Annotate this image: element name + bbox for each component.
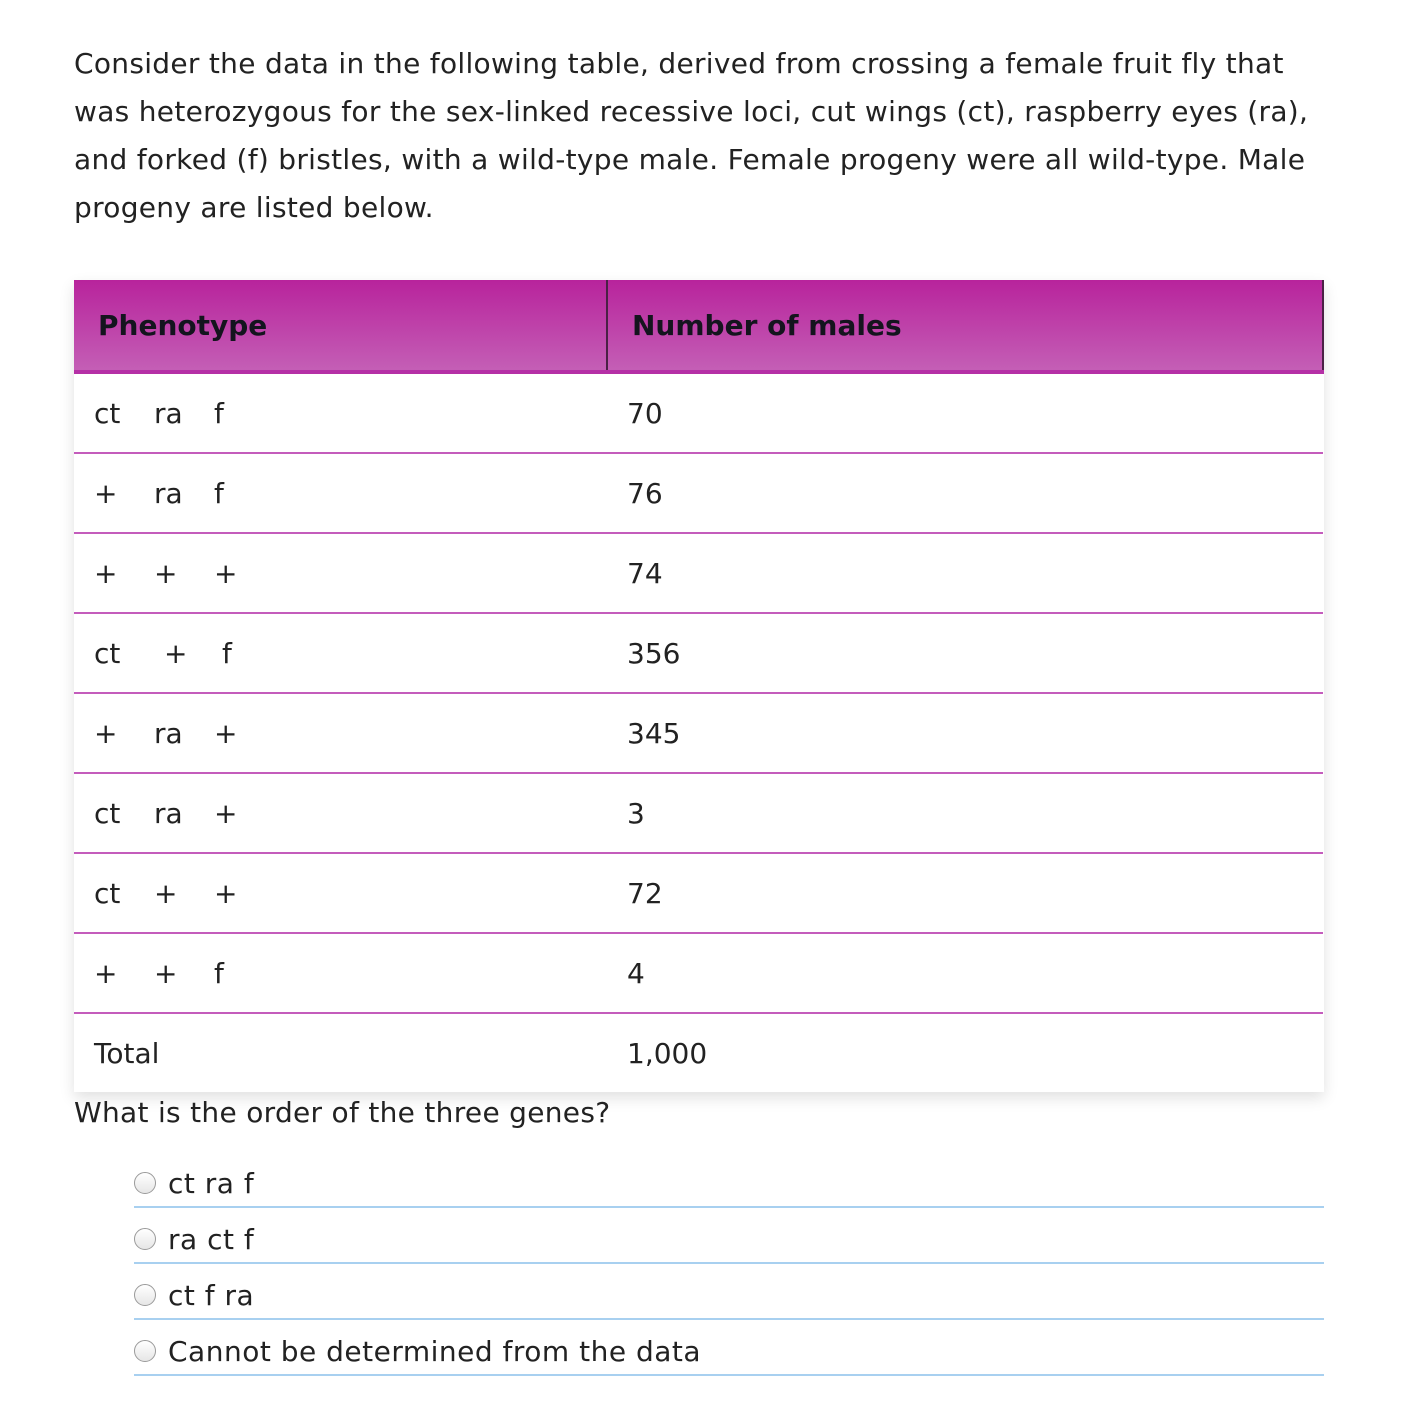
gene-2: ra — [154, 716, 183, 750]
answer-options — [134, 1152, 1324, 1376]
table-row — [74, 613, 1323, 693]
gene-1: + — [94, 476, 118, 510]
radio-button[interactable] — [134, 1172, 156, 1194]
gene-1: + — [94, 956, 118, 990]
gene-3: f — [214, 476, 224, 510]
phenotype-cell — [74, 372, 607, 453]
gene-1: ct — [94, 876, 121, 910]
phenotype-cell — [74, 533, 607, 613]
count-cell: 74 — [607, 533, 1323, 613]
gene-3: + — [214, 876, 238, 910]
gene-2: + — [154, 956, 178, 990]
phenotype-cell — [74, 773, 607, 853]
gene-2: ra — [154, 476, 183, 510]
table-row — [74, 773, 1323, 853]
count-cell: 72 — [607, 853, 1323, 933]
answer-option[interactable] — [134, 1152, 1324, 1208]
count-cell: 76 — [607, 453, 1323, 533]
table-row — [74, 853, 1323, 933]
table-row — [74, 933, 1323, 1013]
gene-1: ct — [94, 796, 121, 830]
gene-3: f — [214, 956, 224, 990]
phenotype-cell — [74, 613, 607, 693]
answer-option[interactable] — [134, 1264, 1324, 1320]
phenotype-cell — [74, 693, 607, 773]
gene-3: f — [222, 636, 232, 670]
gene-3: + — [214, 716, 238, 750]
radio-button[interactable] — [134, 1284, 156, 1306]
total-label: Total — [94, 1036, 160, 1070]
gene-2: + — [154, 876, 178, 910]
data-table-container — [74, 280, 1324, 1092]
gene-1: ct — [94, 396, 121, 430]
gene-2: + — [154, 556, 178, 590]
count-cell: 3 — [607, 773, 1323, 853]
option-label[interactable]: ct ra f — [168, 1166, 255, 1200]
table-row — [74, 372, 1323, 453]
gene-1: + — [94, 716, 118, 750]
prompt-text: Consider the data in the following table, derived from crossing a female fruit fly that was heterozygous for the sex-linked recessive loci, cut wings (ct), raspberry eyes (ra), and forked (f) bristles, with a wild-type male. Female progeny were all wild-type. Male progeny are listed below. — [74, 47, 1309, 224]
gene-2: ra — [154, 396, 183, 430]
gene-3: f — [214, 396, 224, 430]
option-label[interactable]: ra ct f — [168, 1222, 255, 1256]
header-number-of-males: Number of males — [607, 280, 1323, 372]
gene-1: + — [94, 556, 118, 590]
gene-3: + — [214, 796, 238, 830]
phenotype-cell — [74, 453, 607, 533]
answer-option[interactable] — [134, 1208, 1324, 1264]
count-cell: 345 — [607, 693, 1323, 773]
progeny-table — [74, 280, 1324, 1092]
option-label[interactable]: ct f ra — [168, 1278, 255, 1312]
table-header-row — [74, 280, 1323, 372]
total-count: 1,000 — [627, 1036, 708, 1070]
gene-3: + — [214, 556, 238, 590]
table-row — [74, 453, 1323, 533]
gene-1: ct — [94, 636, 121, 670]
table-total-row — [74, 1013, 1323, 1092]
gene-2: ra — [154, 796, 183, 830]
phenotype-cell — [74, 853, 607, 933]
count-cell: 70 — [607, 372, 1323, 453]
gene-2: + — [164, 636, 188, 670]
option-label[interactable]: Cannot be determined from the data — [168, 1334, 702, 1368]
phenotype-cell — [74, 933, 607, 1013]
table-row — [74, 693, 1323, 773]
count-cell: 356 — [607, 613, 1323, 693]
count-cell: 4 — [607, 933, 1323, 1013]
table-row — [74, 533, 1323, 613]
header-phenotype: Phenotype — [74, 280, 607, 372]
radio-button[interactable] — [134, 1340, 156, 1362]
question-text: What is the order of the three genes? — [74, 1096, 611, 1129]
problem-content — [74, 0, 1324, 1070]
answer-option[interactable] — [134, 1320, 1324, 1376]
radio-button[interactable] — [134, 1228, 156, 1250]
